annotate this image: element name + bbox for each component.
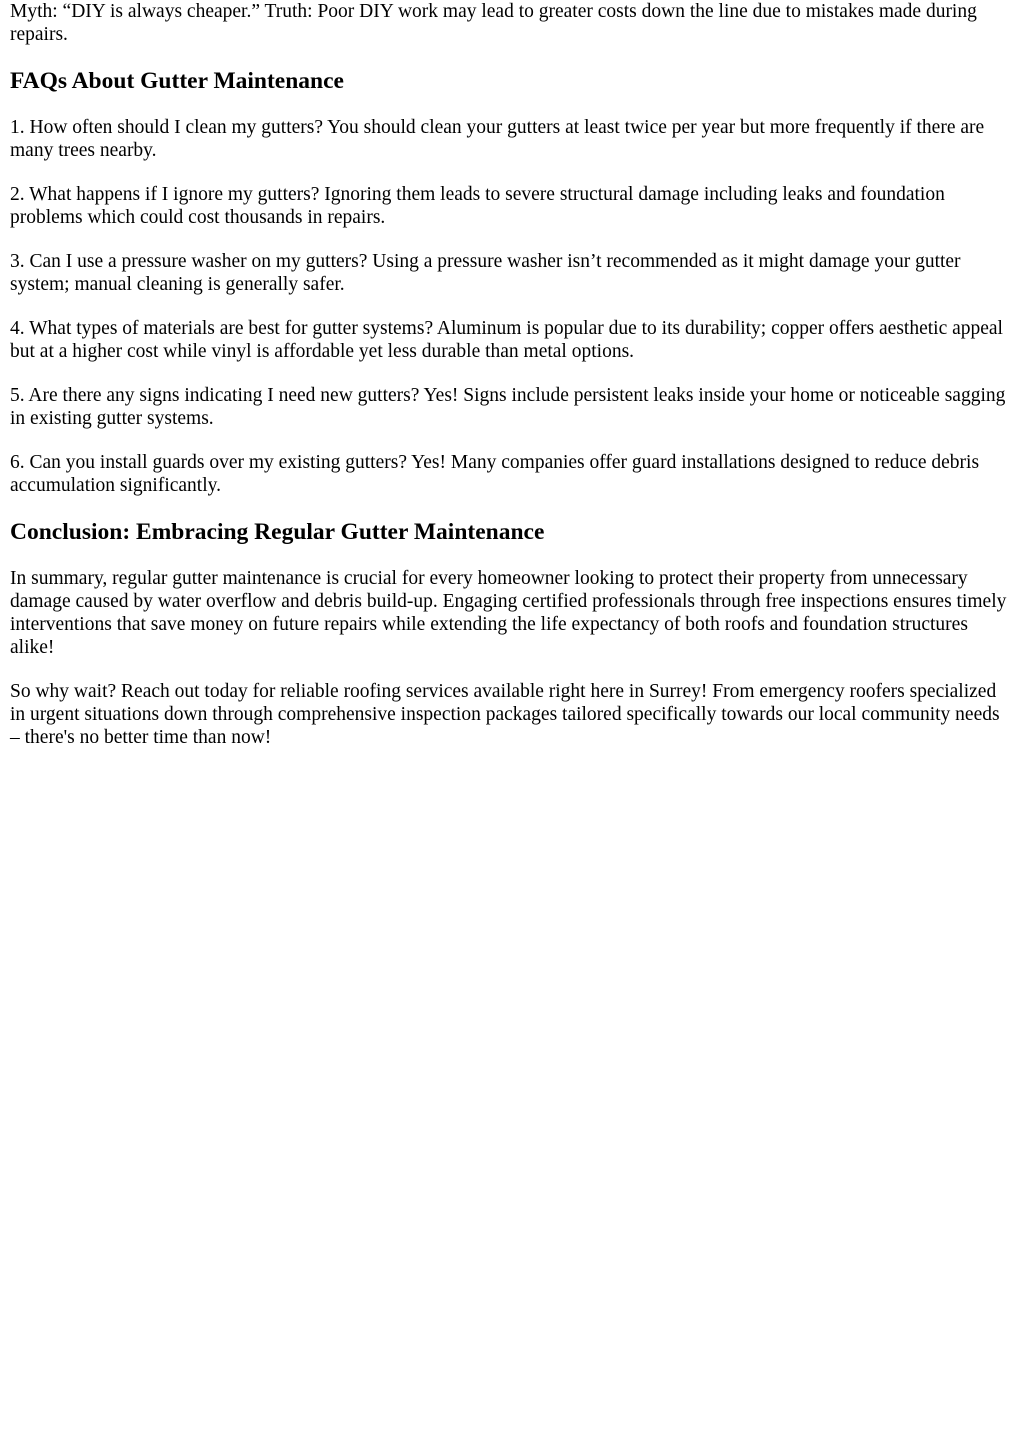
faq-item: 6. Can you install guards over my existing gutters? Yes! Many companies offer guard installations designed to reduce debris accumulation significantly. bbox=[10, 452, 980, 496]
faq-item: 4. What types of materials are best for gutter systems? Aluminum is popular due to its durability; copper offers aesthetic appeal but at a higher cost while vinyl is affordable yet less durable than metal options. bbox=[10, 318, 1003, 362]
faq-item: 1. How often should I clean my gutters? You should clean your gutters at least twice per year but more frequently if there are many trees nearby. bbox=[10, 117, 985, 161]
myth-paragraph: Myth: “DIY is always cheaper.” Truth: Poor DIY work may lead to greater costs down the line due to mistakes made during repairs. bbox=[10, 1, 977, 45]
faq-heading: FAQs About Gutter Maintenance bbox=[10, 68, 344, 94]
conclusion-paragraph: So why wait? Reach out today for reliable roofing services available right here in Surrey! From emergency roofers specialized in urgent situations down through comprehensive inspection packages tailored specifically towards our local community needs – there's no better time than now! bbox=[10, 681, 1000, 748]
faq-item: 2. What happens if I ignore my gutters? Ignoring them leads to severe structural damage including leaks and foundation problems which could cost thousands in repairs. bbox=[10, 184, 945, 228]
conclusion-paragraph: In summary, regular gutter maintenance is crucial for every homeowner looking to protect their property from unnecessary damage caused by water overflow and debris build-up. Engaging certified professionals through free inspections ensures timely interventions that save money on future repairs while extending the life expectancy of both roofs and foundation structures alike! bbox=[10, 568, 1007, 658]
faq-item: 3. Can I use a pressure washer on my gutters? Using a pressure washer isn’t recommended as it might damage your gutter system; manual cleaning is generally safer. bbox=[10, 251, 961, 295]
faq-item: 5. Are there any signs indicating I need new gutters? Yes! Signs include persistent leaks inside your home or noticeable sagging in existing gutter systems. bbox=[10, 385, 1006, 429]
conclusion-heading: Conclusion: Embracing Regular Gutter Maintenance bbox=[10, 519, 545, 545]
